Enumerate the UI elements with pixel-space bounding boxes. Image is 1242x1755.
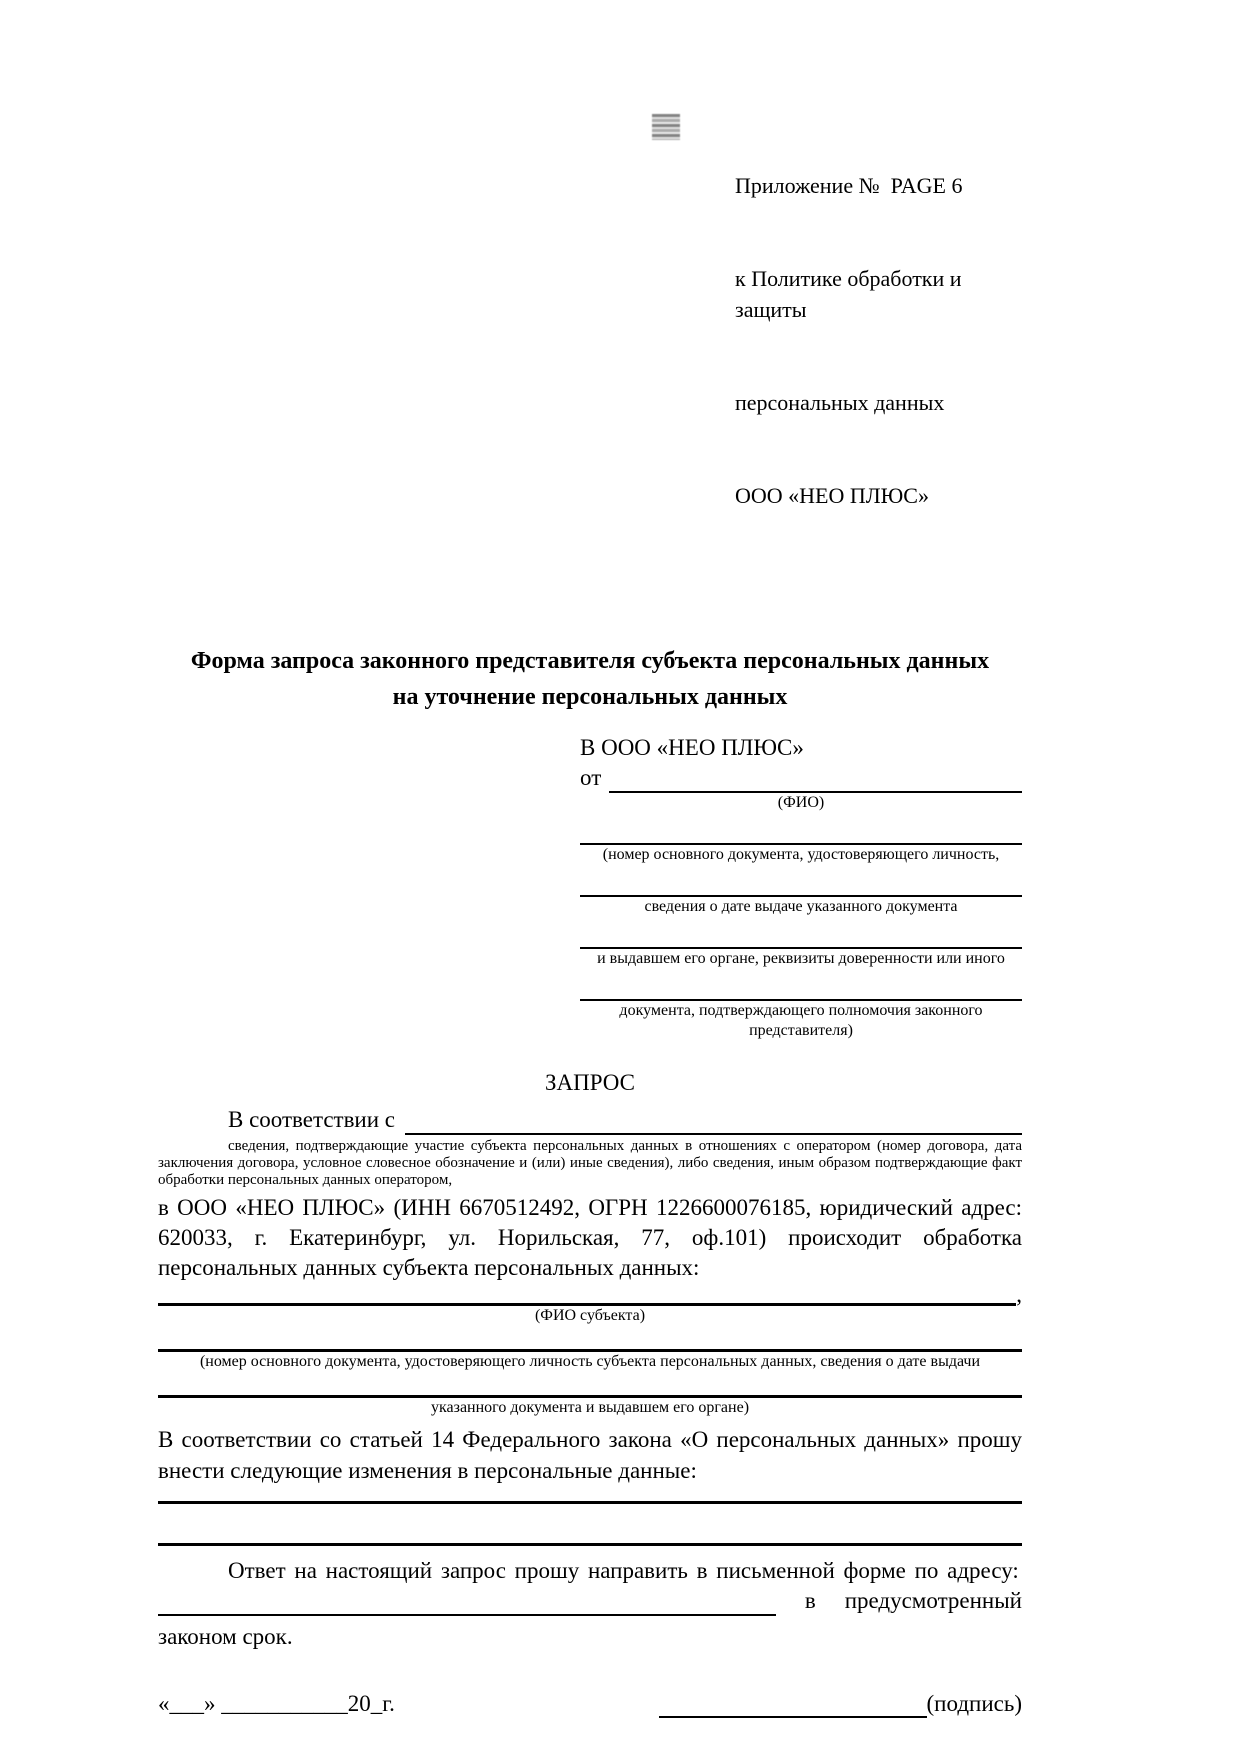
- page-title-line-1: Форма запроса законного представителя субъекта персональных данных: [190, 648, 990, 674]
- page-title: [158, 643, 1022, 715]
- fio-caption: (ФИО): [777, 794, 825, 811]
- appendix-number-line: Приложение № PAGE 6: [735, 173, 963, 198]
- appendix-header: [735, 108, 1022, 573]
- fine-print-note: сведения, подтверждающие участие субъекта персональных данных в отношениях с оператором (номер договора, дата заключения договора, условное словесное обозначение и (или) иные сведения), либо сведения, иным образом подтверждающие факт обработки персональных данных оператором,: [158, 1138, 1022, 1188]
- line-suffix: ,: [1016, 1282, 1022, 1307]
- issuing-authority-field-line: [580, 925, 1022, 949]
- request-heading: ЗАПРОС: [544, 1070, 636, 1095]
- subject-authority-caption: указанного документа и выдавшем его органе): [430, 1399, 750, 1416]
- subject-fio-caption: (ФИО субъекта): [534, 1307, 646, 1324]
- changes-field-line-2: [158, 1524, 1022, 1546]
- policy-line-2: персональных данных: [735, 390, 945, 415]
- issue-date-caption: сведения о дате выдаче указанного документа: [644, 898, 958, 915]
- response-word-v: в: [804, 1588, 816, 1613]
- subject-authority-row: [158, 1372, 1022, 1398]
- operator-paragraph: в ООО «НЕО ПЛЮС» (ИНН 6670512492, ОГРН 1226600076185, юридический адрес: 620033, г. Екатеринбург, ул. Норильская, 77, оф.101) происходит обработка персональных данных субъекта персональных данных:: [158, 1195, 1022, 1280]
- changes-field-line-1: [158, 1486, 1022, 1504]
- subject-authority-field-line: [158, 1376, 1022, 1398]
- intro-prefix: В соответствии с: [228, 1107, 396, 1132]
- signature-group: [659, 1690, 1022, 1718]
- subject-document-field-line: [158, 1330, 1022, 1352]
- date-signature-row: [158, 1690, 1022, 1718]
- subject-fio-field-line: [158, 1288, 1016, 1306]
- subject-document-row: [158, 1326, 1022, 1352]
- changes-row-1: [158, 1486, 1022, 1504]
- basis-field-line: [405, 1105, 1022, 1135]
- address-field-line: [158, 1600, 776, 1616]
- response-address-row: [158, 1586, 1022, 1616]
- document-number-field-line: [580, 821, 1022, 845]
- authority-document-caption: документа, подтверждающего полномочия законного представителя): [619, 1002, 983, 1039]
- addressee-org: В ООО «НЕО ПЛЮС»: [580, 735, 804, 760]
- issuing-authority-caption: и выдавшем его органе, реквизиты доверенности или иного: [597, 950, 1005, 967]
- intro-row: [158, 1105, 1022, 1135]
- subject-fio-row: [158, 1283, 1022, 1306]
- signature-field-line: [659, 1698, 927, 1718]
- response-paragraph-tail: законом срок.: [158, 1624, 293, 1649]
- issue-date-field-line: [580, 873, 1022, 897]
- addressee-block: [580, 733, 1022, 1041]
- changes-row-2: [158, 1504, 1022, 1546]
- from-row: [580, 763, 1022, 793]
- date-blank: «___» ___________20_г.: [158, 1691, 395, 1716]
- org-name: ООО «НЕО ПЛЮС»: [735, 483, 929, 508]
- document-number-caption: (номер основного документа, удостоверяющего личность,: [602, 846, 1000, 863]
- page-title-line-2: на уточнение персональных данных: [392, 684, 788, 710]
- fio-field-line: [609, 763, 1022, 793]
- policy-line-1: к Политике обработки и защиты: [735, 266, 968, 322]
- subject-document-caption: (номер основного документа, удостоверяющего личность субъекта персональных данных, сведения о дате выдачи: [199, 1353, 981, 1370]
- authority-document-field-line: [580, 977, 1022, 1001]
- from-label: от: [580, 765, 602, 790]
- response-paragraph-line-1: Ответ на настоящий запрос прошу направить в письменной форме по адресу:: [228, 1558, 1019, 1583]
- blurred-text-icon: [652, 114, 680, 140]
- article-paragraph: В соответствии со статьей 14 Федерального закона «О персональных данных» прошу внести следующие изменения в персональные данные:: [158, 1427, 1022, 1483]
- response-word-predusmotrenny: предусмотренный: [844, 1588, 1022, 1613]
- signature-caption: (подпись): [926, 1691, 1022, 1716]
